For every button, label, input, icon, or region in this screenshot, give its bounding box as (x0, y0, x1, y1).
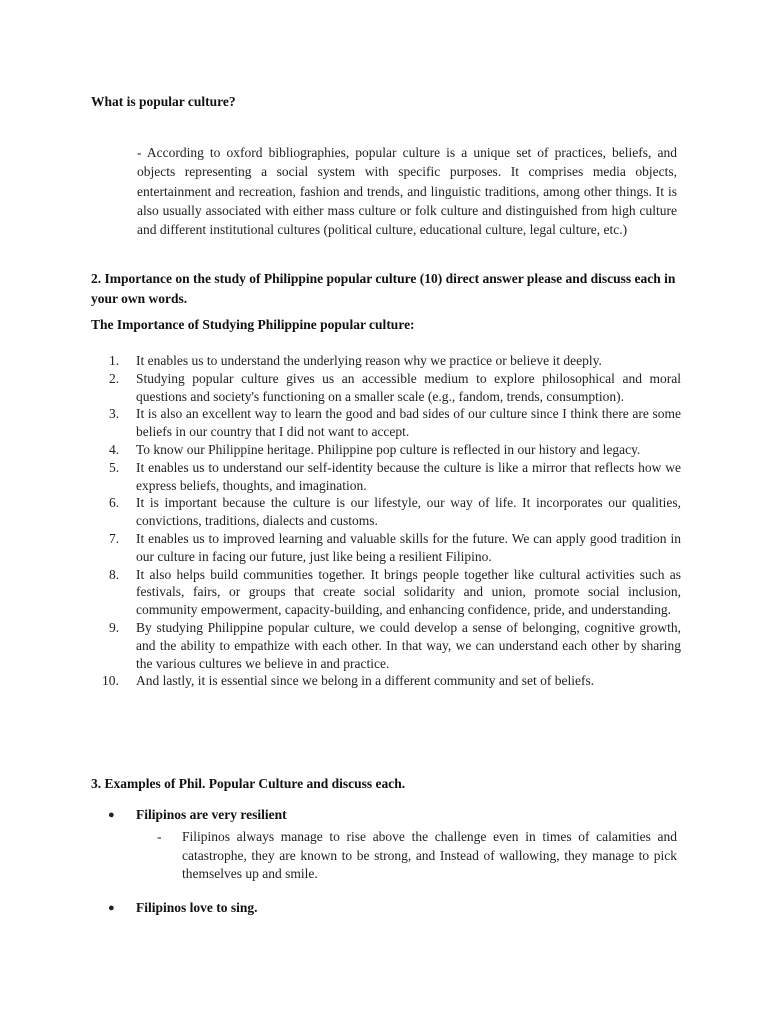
item-number: 1. (109, 353, 120, 368)
item-number: 8. (109, 566, 120, 582)
item-text: And lastly, it is essential since we belong in a different community and set of beliefs. (136, 673, 595, 689)
importance-item (91, 441, 681, 459)
item-number: 4. (109, 441, 120, 457)
bullet-icon: ● (108, 809, 115, 822)
importance-item (91, 370, 681, 406)
item-number: 5. (109, 459, 120, 475)
item-text: It is also an excellent way to learn the good and bad sides of our culture since I think there are some beliefs in our country that I did not want to accept. (136, 406, 681, 440)
item-text: It enables us to improved learning and valuable skills for the future. We can apply good tradition in our culture in facing our future, just like being a resilient Filipino. (136, 530, 681, 564)
importance-item (91, 459, 681, 495)
importance-item (91, 672, 681, 690)
importance-item (91, 619, 681, 672)
example-detail-text: Filipinos always manage to rise above the challenge even in times of calamities and catastrophe, they are known to be strong, and Instead of wallowing, they manage to pick themselves up and smile. (182, 829, 677, 881)
popular-culture-definition: - According to oxford bibliographies, popular culture is a unique set of practices, beliefs, and objects representing a social system with specific purposes. It comprises media objects, entertainment and recreation, fashion and trends, and linguistic traditions, among other things. It is also usually associated with either mass culture or folk culture and distinguished from high culture and different institutional cultures (political culture, educational culture, legal culture, etc.) (137, 145, 677, 238)
importance-item (91, 352, 681, 370)
item-number: 2. (109, 370, 120, 386)
item-text: It enables us to understand our self-identity because the culture is like a mirror that reflects how we express beliefs, thoughts, and imagination. (136, 459, 681, 493)
item-text: To know our Philippine heritage. Philippine pop culture is reflected in our history and legacy. (136, 441, 641, 457)
bullet-icon: ● (108, 902, 115, 915)
importance-item (91, 566, 681, 619)
importance-item (91, 405, 681, 441)
item-number: 10. (102, 673, 119, 689)
importance-subheading: The Importance of Studying Philippine popular culture: (91, 317, 415, 332)
question-2-heading: 2. Importance on the study of Philippine popular culture (10) direct answer please and discuss each in your own words. (91, 271, 676, 306)
dash-marker: - (157, 829, 162, 844)
importance-item (91, 530, 681, 566)
question-1-heading: What is popular culture? (91, 94, 236, 109)
item-number: 7. (109, 530, 120, 546)
example-item (108, 899, 688, 917)
item-text: By studying Philippine popular culture, we could develop a sense of belonging, cognitive growth, and the ability to empathize with each other. In that way, we can understand each other by sharing the various cultures we believe in and practice. (136, 619, 681, 671)
importance-list (91, 352, 681, 690)
item-number: 3. (109, 406, 120, 422)
item-text: It enables us to understand the underlying reason why we practice or believe it deeply. (136, 353, 602, 368)
example-heading: Filipinos are very resilient (136, 807, 287, 822)
example-item (108, 806, 688, 884)
item-text: It also helps build communities together. It brings people together like cultural activities such as festivals, fairs, or groups that create social solidarity and union, promote social inclusion, community empowerment, capacity-building, and enhancing confidence, pride, and understanding. (136, 566, 681, 618)
item-number: 6. (109, 495, 120, 511)
question-3-heading: 3. Examples of Phil. Popular Culture and discuss each. (91, 776, 406, 791)
item-text: Studying popular culture gives us an accessible medium to explore philosophical and moral questions and society's functioning on a smaller scale (e.g., fandom, trends, consumption). (136, 370, 681, 404)
item-number: 9. (109, 619, 120, 635)
item-text: It is important because the culture is our lifestyle, our way of life. It incorporates our qualities, convictions, traditions, dialects and customs. (136, 495, 681, 529)
example-detail (108, 828, 677, 884)
importance-item (91, 494, 681, 530)
example-heading: Filipinos love to sing. (136, 900, 258, 915)
